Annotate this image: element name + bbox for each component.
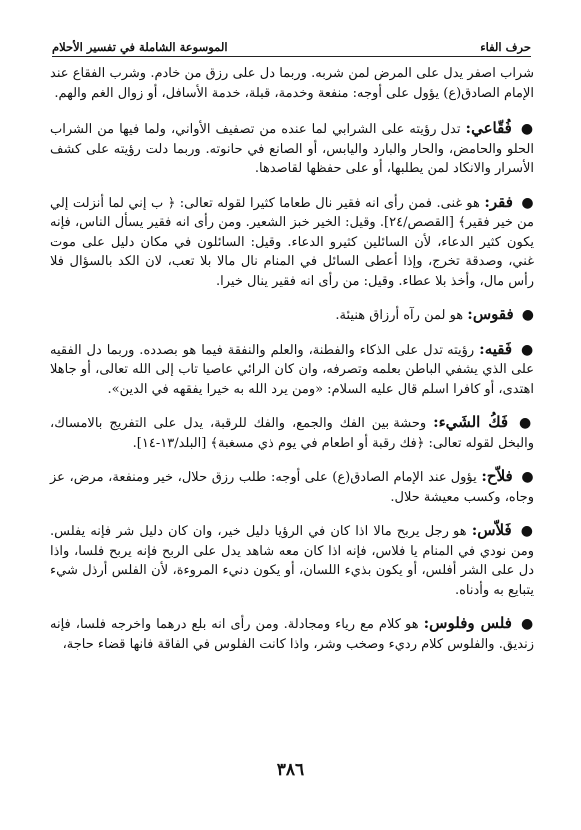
- page-header: [52, 30, 531, 57]
- entry-text: وحشة بين الفك والجمع، والفك للرقبة، يدل على التفريج بالامساك، والبخل لقوله تعالى: ﴿فك رقبة أو اطعام في يوم ذي مسغبة﴾ [البلد/١٣-١٤].: [50, 416, 534, 451]
- entry-text: هو رجل يربح مالا اذا كان في الرؤيا دليل خير، وان كان دليل شر فإنه يفلس. ومن نودي في المنام يا فلاس، فإنه اذا كان معه شاهد يدل على الربح فإنه يربح فلسا، واذا دل على الشر أفلس، أو يكون بذيء اللسان، أو يكون دنيء المروءة، لأن الفلس أرذل شيء يتبايع به وأدناه.: [50, 524, 534, 598]
- entry-text: رؤيته تدل على الذكاء والفطنة، والعلم والنفقة فيما هو بصدده. وربما دل الفقيه على الذي يشفي الباطن بعلمه وتصرفه، وان كان الرائي عاصيا تاب إلى الله تعالى، أو جاهلا اهتدى، أو كافرا اسلم قال عليه السلام: «ومن يرد الله به خيرا يفقهه في الدين».: [50, 342, 534, 397]
- entry-text: يؤول عند الإمام الصادق(ع) على أوجه: طلب رزق حلال، خير ومنفعة، مرض، عز وجاه، وكسب معيشة حلال.: [50, 470, 534, 505]
- entry-text: هو كلام مع رياء ومجادلة. ومن رأى انه بلع درهما واخرجه فلسا، فإنه زنديق. والفلوس كلام رديء وصخب وشر، واذا كانت الفلوس في الفاقة فانها قضاء حاجة،: [50, 617, 534, 652]
- bullet-icon: ●: [521, 469, 535, 485]
- bullet-icon: ●: [520, 523, 534, 539]
- entry-text: هو غنى. فمن رأى انه فقير نال طعاما كثيرا لقوله تعالى: ﴿ ب إني لما أنزلت إلي من خير فقير﴾ [القصص/٢٤]. وقيل: الخير خبز الشعير. ومن رأى انه فقير يسأل الناس، فإنه يكون كثير الدعاء، لأن السائلين كثيرو الدعاء. وقيل: السائلون في مكان دليل على موت غني، وصدقة تخرج، وإذا أعطى السائل في المنام نال مالا بلا تعب، لان الكد بالسؤال فلا رأس مال، وأخذ بلا عطاء. وقيل: من رأى انه فقير ينال خيرا.: [50, 195, 534, 289]
- chapter-title: حرف الفاء: [480, 40, 531, 54]
- bullet-icon: ●: [521, 194, 534, 211]
- page-number: ٣٨٦: [276, 760, 305, 780]
- bullet-icon: ●: [520, 121, 534, 137]
- bullet-icon: ●: [520, 341, 534, 358]
- entry-faqr: [50, 193, 534, 292]
- entry-faqqus: [50, 305, 534, 326]
- entry-fuqqaei: [50, 119, 534, 179]
- entry-text: هو لمن رآه أرزاق هنيئة.: [335, 308, 464, 323]
- entry-continuation: [50, 64, 534, 103]
- entry-term: فَقيه:: [479, 339, 513, 358]
- entry-faqih: [50, 340, 534, 400]
- entry-term: فلس وفلوس:: [423, 614, 512, 632]
- entry-text: تدل رؤيته على الشرابي لما عنده من تصفيف الأواني، ولما فيها من الشراب الحلو والحامض، والحار والبارد واليابس، أو الصانع في حانوته. وربما دلت رؤيته على كشف الأسرار والانكاد لمن يطلبها، أو على حفظها لقاصدها.: [50, 122, 534, 176]
- entry-fallah: [50, 467, 534, 507]
- entry-term: فُقّاعي:: [465, 119, 512, 137]
- bullet-icon: ●: [521, 307, 534, 323]
- page-body: [50, 64, 534, 668]
- entry-term: فقوس:: [467, 305, 514, 323]
- entry-text: شراب اصفر يدل على المرض لمن شربه. وربما دل على رزق من خادم. وشرب الفقاع عند الإمام الصادق(ع) يؤول على أوجه: منفعة وخدمة، قبلة، خدمة الأسافل، أو زوال الغم والهم.: [50, 66, 534, 101]
- entry-fals: [50, 614, 534, 654]
- bullet-icon: ●: [520, 616, 535, 632]
- entry-term: فَلاّس:: [471, 521, 512, 539]
- entry-fallas: [50, 521, 534, 600]
- entry-term: فلاّح:: [481, 467, 513, 485]
- book-title: الموسوعة الشاملة في تفسير الأحلام: [52, 40, 228, 54]
- entry-term: فَكُ الشَيء:: [433, 413, 509, 431]
- entry-fakk: [50, 413, 534, 453]
- entry-term: فقر:: [484, 192, 513, 211]
- bullet-icon: ●: [519, 415, 534, 431]
